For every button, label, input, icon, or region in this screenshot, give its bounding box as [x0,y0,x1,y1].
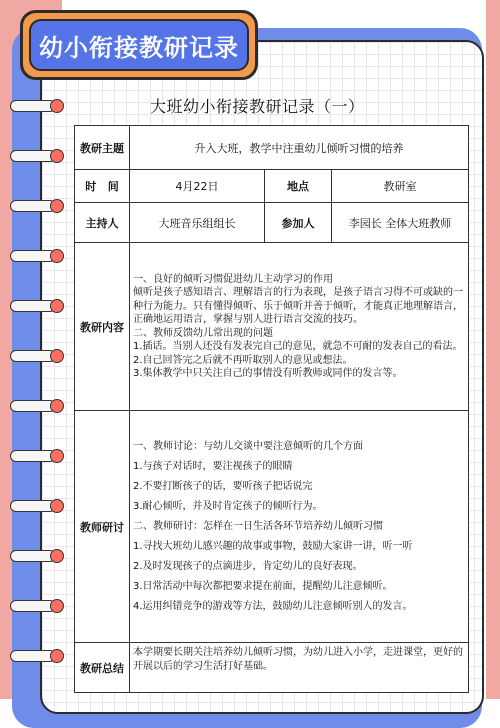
discussion-line: 1.寻找大班幼儿感兴趣的故事或事物，鼓励大家讲一讲，听一听 [133,540,413,552]
time-label: 时 间 [75,170,130,203]
discussion-line: 1.与孩子对话时，要注视孩子的眼睛 [133,460,293,472]
binder-ring [10,146,70,164]
row-summary [75,643,469,693]
binder-ring [10,246,70,264]
row-time-place [75,170,469,203]
discussion-line: 2.及时发现孩子的点滴进步，肯定幼儿的良好表现。 [133,560,363,572]
content-line: 3.集体教学中只关注自己的事情没有听教师或同伴的发言等。 [133,368,403,379]
header-badge-title: 幼小衔接教研记录 [29,19,249,71]
binder-ring [10,296,70,314]
content-line: 二、教师反馈幼儿常出现的问题 [133,327,273,339]
discussion-line: 一、教师讨论：与幼儿交谈中要注意倾听的几个方面 [133,440,363,452]
header-badge [20,10,258,80]
place-value: 教研室 [332,170,469,203]
content-line: 1.插话。当别人还没有发表完自己的意见，就急不可耐的发表自己的看法。 [133,341,463,352]
row-topic [75,126,469,170]
right-decor-band [486,0,500,699]
participants-value: 李园长 全体大班教师 [332,203,469,243]
participants-label: 参加人 [265,203,332,243]
discussion-line: 2.不要打断孩子的话，要听孩子把话说完 [133,480,313,492]
binder-ring [10,96,70,114]
content-line: 倾听是孩子感知语言、理解语言的行为表现，是孩子语言习得不可或缺的一种行为能力。只有懂得倾听、乐于倾听并善于倾听，才能真正地理解语言，正确地运用语言，掌握与别人进行语言交流的技巧。 [133,287,463,325]
binder-ring [10,396,70,414]
binder-ring [10,196,70,214]
discussion-line: 3.日常活动中每次都把要求提在前面，提醒幼儿注意倾听。 [133,580,393,592]
summary-text [130,643,469,693]
binder-ring [10,446,70,464]
content-line: 一、良好的倾听习惯促进幼儿主动学习的作用 [133,273,333,285]
discussion-label: 教师研讨 [75,411,130,643]
host-value: 大班音乐组组长 [130,203,265,243]
discussion-text [130,411,469,643]
content-label: 教研内容 [75,243,130,411]
time-value: 4月22日 [130,170,265,203]
row-host-participants [75,203,469,243]
row-discussion [75,411,469,643]
document-title: 大班幼小衔接教研记录（一） [150,97,365,116]
binder-ring [10,346,70,364]
row-content [75,243,469,411]
discussion-line: 二、教师研讨：怎样在一日生活各环节培养幼儿倾听习惯 [133,520,383,532]
record-table [74,125,469,693]
summary-line: 本学期要长期关注培养幼儿倾听习惯，为幼儿进入小学，走进课堂，更好的开展以后的学习生活打好基础。 [133,647,463,672]
discussion-line: 4.运用纠错竞争的游戏等方法，鼓励幼儿注意倾听别人的发言。 [133,600,413,612]
place-label: 地点 [265,170,332,203]
topic-label: 教研主题 [75,126,130,170]
host-label: 主持人 [75,203,130,243]
binder-ring [10,646,70,664]
binder-ring [10,496,70,514]
summary-label: 教研总结 [75,643,130,693]
discussion-line: 3.耐心倾听，并及时肯定孩子的倾听行为。 [133,500,323,512]
topic-value: 升入大班，教学中注重幼儿倾听习惯的培养 [130,126,469,170]
binder-ring [10,596,70,614]
content-line: 2.自己回答完之后就不再听取别人的意见或想法。 [133,354,353,366]
content-text [130,243,469,411]
binder-ring [10,546,70,564]
